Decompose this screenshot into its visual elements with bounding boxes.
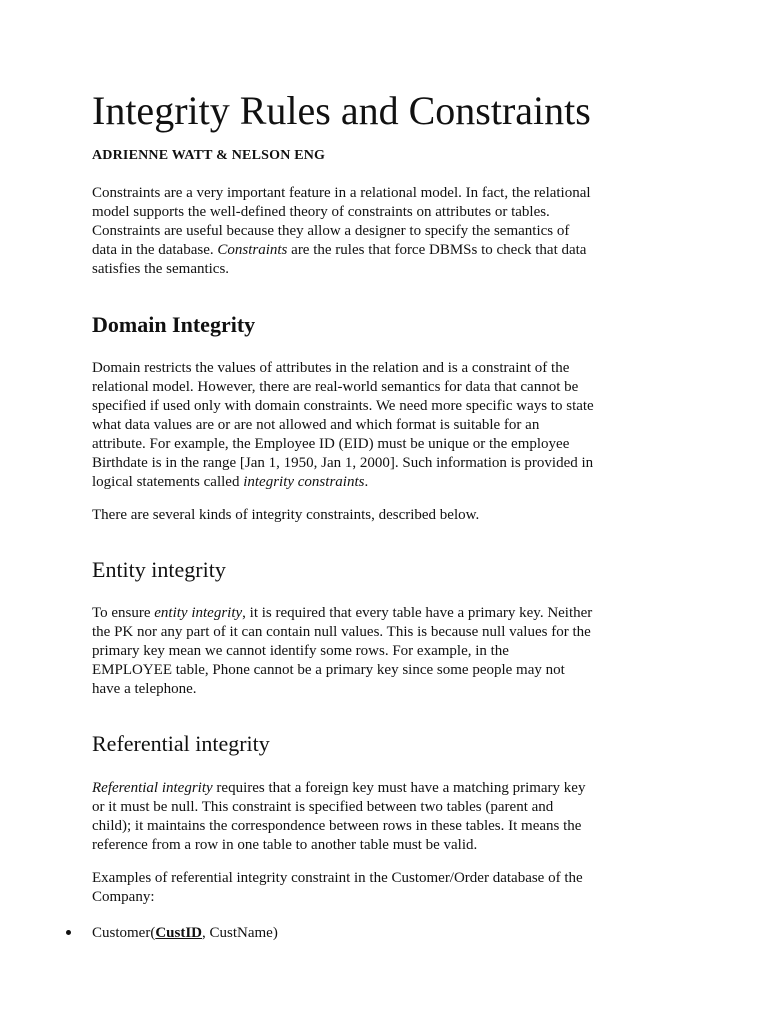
primary-key-term: CustID [155,925,203,941]
domain-paragraph [92,359,692,492]
domain-line: Birthdate is in the range [Jan 1, 1950, Jan 1, 2000]. Such information is provided in [92,455,594,471]
entity-paragraph [92,604,692,699]
entity-line: have a telephone. [92,681,197,697]
entity-line: EMPLOYEE table, Phone cannot be a primary key since some people may not [92,662,565,678]
emphasis-term: Referential integrity [92,780,213,796]
domain-line: specified if used only with domain constraints. We need more specific ways to state [92,398,594,414]
constraints-intro-line: There are several kinds of integrity constraints, described below. [92,507,480,523]
constraints-intro-paragraph [92,506,692,525]
section-heading-entity: Entity integrity [92,557,226,582]
author-byline: ADRIENNE WATT & NELSON ENG [92,148,326,163]
section-heading-domain: Domain Integrity [92,312,256,337]
emphasis-term: Constraints [217,242,288,258]
entity-line: the PK nor any part of it can contain null values. This is because null values for the [92,624,591,640]
examples-line: Company: [92,889,155,905]
page-title: Integrity Rules and Constraints [92,88,591,133]
intro-line: satisfies the semantics. [92,261,230,277]
domain-text: logical statements called [92,474,244,490]
entity-text: , it is required that every table have a primary key. Neither [242,605,593,621]
intro-paragraph [92,184,692,279]
domain-line [92,473,692,492]
domain-text: . [364,474,369,490]
entity-line: primary key mean we cannot identify some rows. For example, in the [92,643,509,659]
entity-line [92,604,692,623]
intro-text: data in the database. [92,242,218,258]
domain-line: what data values are or are not allowed and which format is suitable for an [92,417,540,433]
referential-text: requires that a foreign key must have a matching primary key [212,780,586,796]
examples-line: Examples of referential integrity constraint in the Customer/Order database of the [92,870,583,886]
list-item-text: Customer( [92,925,156,941]
referential-line [92,779,692,798]
referential-paragraph [92,779,692,855]
intro-line: Constraints are a very important feature in a relational model. In fact, the relational [92,185,591,201]
section-heading-referential: Referential integrity [92,731,270,756]
domain-line: attribute. For example, the Employee ID (EID) must be unique or the employee [92,436,570,452]
domain-line: Domain restricts the values of attributes in the relation and is a constraint of the [92,360,570,376]
referential-line: reference from a row in one table to another table must be valid. [92,837,478,853]
bullet-icon [66,930,71,935]
intro-line: model supports the well-defined theory of constraints on attributes or tables. [92,204,550,220]
list-item [66,924,278,943]
intro-line [92,241,692,260]
emphasis-term: integrity constraints [243,474,365,490]
intro-text: are the rules that force DBMSs to check that data [287,242,587,258]
emphasis-term: entity integrity [154,605,243,621]
list-item-text: , CustName) [202,925,278,941]
entity-text: To ensure [92,605,155,621]
referential-line: or it must be null. This constraint is specified between two tables (parent and [92,799,554,815]
intro-line: Constraints are useful because they allow a designer to specify the semantics of [92,223,570,239]
examples-paragraph [92,869,692,907]
referential-line: child); it maintains the correspondence between rows in these tables. It means the [92,818,582,834]
domain-line: relational model. However, there are real-world semantics for data that cannot be [92,379,579,395]
